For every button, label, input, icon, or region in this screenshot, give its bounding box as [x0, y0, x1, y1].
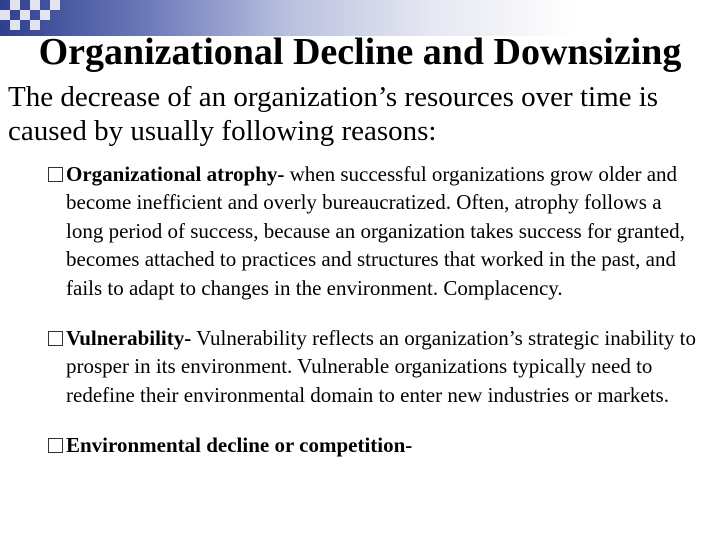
checkbox-bullet-icon — [48, 167, 63, 182]
list-item — [0, 324, 712, 409]
checkbox-bullet-icon — [48, 438, 63, 453]
list-item — [0, 431, 712, 459]
bullet-term: Environmental decline or competition- — [66, 433, 413, 458]
bullet-text: when successful organizations grow older and become inefficient and overly bureaucratized. Often, atrophy follows a long period of success, because an organization takes success for granted, becomes attached to practices and structures that worked in the past, and fails to adapt to changes in the environment. Complacency. — [66, 162, 685, 300]
lead-paragraph: The decrease of an organization’s resources over time is caused by usually following reasons: — [8, 81, 659, 147]
slide-title: Organizational Decline and Downsizing — [38, 31, 682, 73]
list-item — [0, 160, 712, 302]
bullet-text: Vulnerability reflects an organization’s strategic inability to prosper in its environment. Vulnerable organizations typically need to redefine their environmental domain to enter new industries or markets. — [66, 326, 696, 407]
bullet-term: Organizational atrophy- — [66, 162, 285, 186]
bullet-list — [0, 160, 712, 482]
bullet-term: Vulnerability- — [66, 326, 192, 351]
checkbox-bullet-icon — [48, 331, 63, 346]
